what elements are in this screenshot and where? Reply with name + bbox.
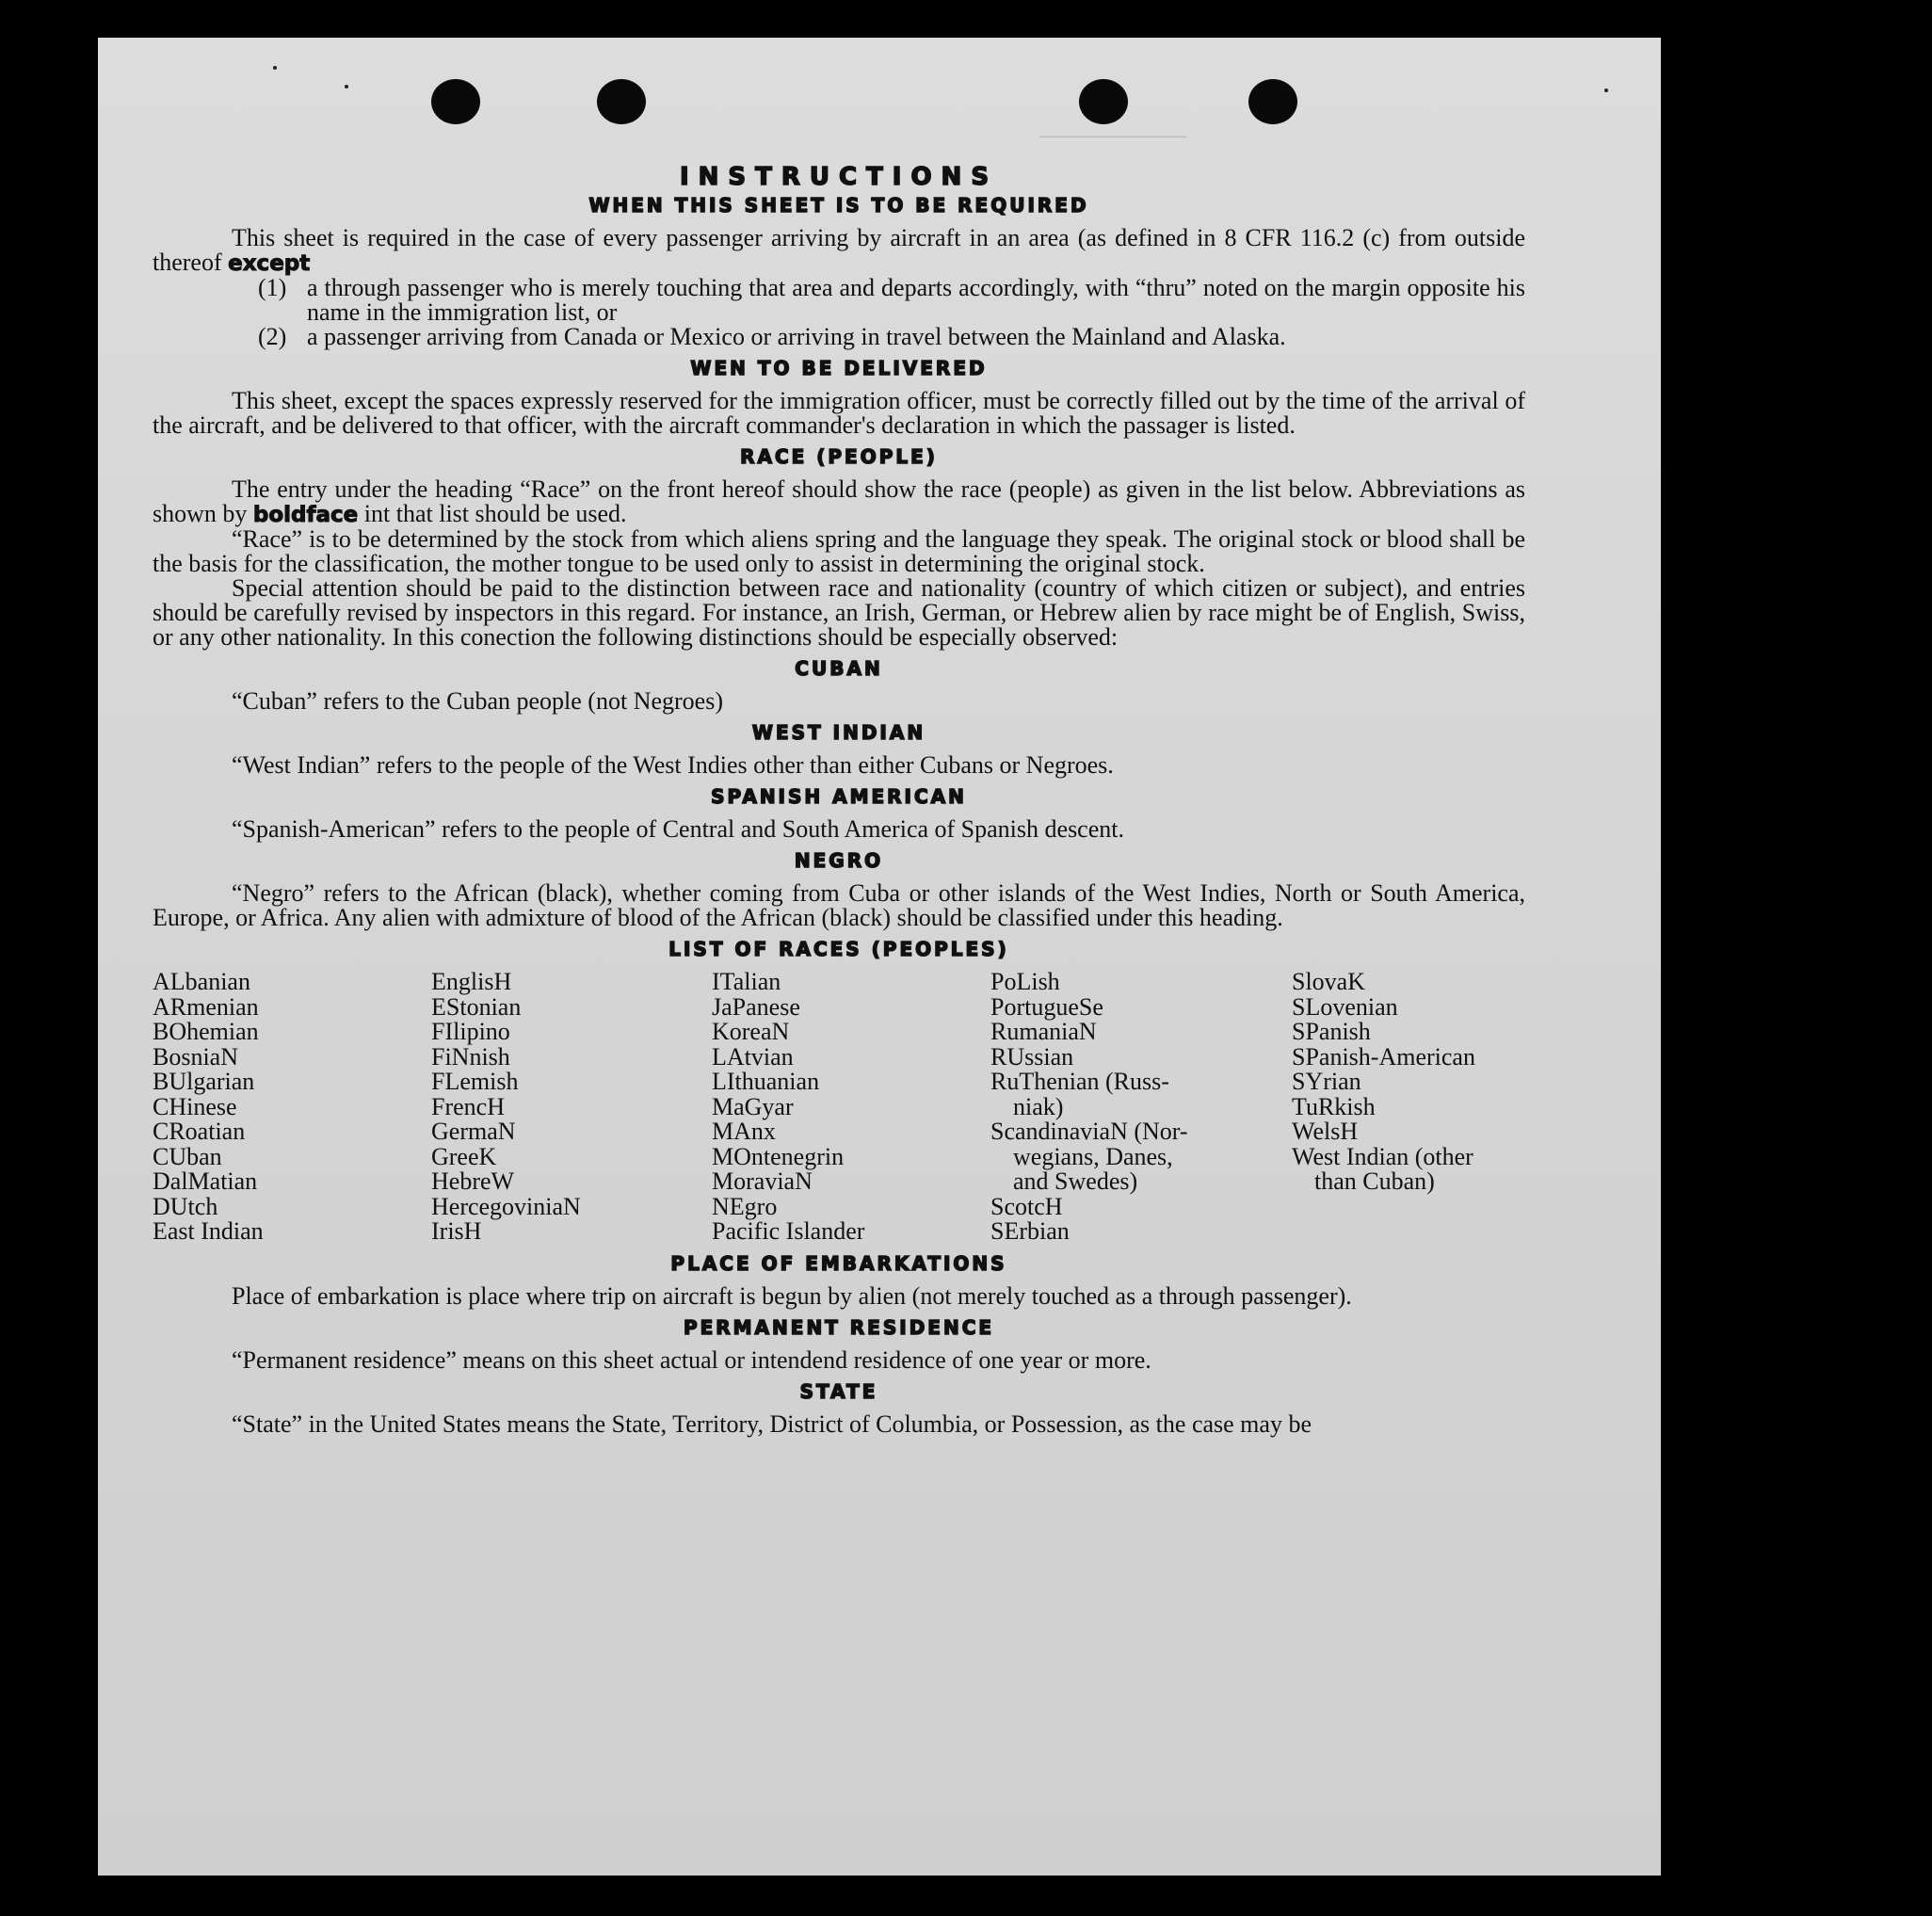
race-item: HercegoviniaN <box>431 1192 581 1220</box>
race-item: ARmenian <box>153 992 259 1021</box>
race-item: TuRkish <box>1292 1092 1376 1120</box>
punch-hole <box>597 79 646 124</box>
race-item: EStonian <box>431 992 522 1021</box>
race-item: ScandinaviaN (Nor- <box>990 1118 1188 1145</box>
race-item: LIthuanian <box>712 1068 820 1095</box>
item-text: a through passenger who is merely touching that area and departs accordingly, with “thru” noted on the margin opposite his name in the immigration list, or <box>307 274 1525 326</box>
race-item: GreeK <box>431 1142 497 1170</box>
heading-race: RACE (PEOPLE) <box>740 445 938 468</box>
list-item <box>258 325 1525 349</box>
races-column <box>990 970 1292 1245</box>
races-column <box>431 970 712 1245</box>
paragraph-race-1 <box>153 477 1525 527</box>
heading-permanent-residence: PERMANENT RESIDENCE <box>683 1315 995 1339</box>
race-item: RuThenian (Russ- <box>990 1068 1169 1095</box>
item-number: (1) <box>258 274 287 301</box>
paragraph-race-3: Special attention should be paid to the distinction between race and nationality (country of which citizen or subject), and entries should be carefully revised by inspectors in this regard. For instance, an Irish, German, or Hebrew alien by race might be of English, Swiss, or any other nationality. In this conection the following distinctions should be especially observed: <box>153 574 1525 651</box>
race-item: GermaN <box>431 1118 516 1145</box>
races-column <box>153 970 431 1245</box>
punch-hole <box>1079 79 1128 124</box>
races-column <box>1292 970 1525 1245</box>
race-item: SErbian <box>990 1217 1070 1245</box>
race-item: CHinese <box>153 1092 237 1120</box>
paragraph-permanent-residence: “Permanent residence” means on this sheet actual or intendend residence of one year or more. <box>232 1345 1151 1374</box>
paragraph-text: int that list should be used. <box>363 500 627 527</box>
heading-list-of-races: LIST OF RACES (PEOPLES) <box>668 938 1009 960</box>
race-item: RUssian <box>990 1042 1074 1071</box>
paragraph-race-2: “Race” is to be determined by the stock from which aliens spring and the language they speak. The original stock or blood shall be the basis for the classification, the mother tongue to be used only to assist in determining the original stock. <box>153 525 1525 577</box>
race-item: RumaniaN <box>990 1018 1097 1045</box>
punch-hole <box>431 79 480 124</box>
paragraph-text: This sheet is required in the case of every passenger arriving by aircraft in an area (as defined in 8 CFR 116.2 (c) from outside thereof <box>153 224 1525 276</box>
race-item: than Cuban) <box>1314 1167 1435 1195</box>
bold-word: except <box>228 251 311 276</box>
race-item: LAtvian <box>712 1042 794 1071</box>
speck <box>345 85 348 89</box>
item-number: (2) <box>258 323 287 350</box>
item-text: a passenger arriving from Canada or Mexico or arriving in travel between the Mainland and Alaska. <box>307 323 1286 350</box>
race-item: East Indian <box>153 1217 264 1245</box>
race-item: ALbanian <box>153 968 250 995</box>
race-item: JaPanese <box>712 992 800 1021</box>
instructions-body <box>153 163 1525 1438</box>
paragraph-cuban: “Cuban” refers to the Cuban people (not Negroes) <box>232 687 723 715</box>
paragraph-spanish-american: “Spanish-American” refers to the people of Central and South America of Spanish descent. <box>232 815 1124 843</box>
race-item: SlovaK <box>1292 968 1365 995</box>
page-title: INSTRUCTIONS <box>679 163 999 191</box>
heading-when-delivered: WEN TO BE DELIVERED <box>690 357 988 379</box>
speck <box>273 66 277 70</box>
race-item: ITalian <box>712 968 781 995</box>
race-item: HebreW <box>431 1167 515 1195</box>
paragraph-state: “State” in the United States means the State, Territory, District of Columbia, or Possession, as the case may be <box>232 1409 1312 1438</box>
document-page <box>98 38 1661 1876</box>
races-column <box>712 970 990 1245</box>
race-item: BosniaN <box>153 1042 238 1071</box>
paragraph-text: The entry under the heading “Race” on the front hereof should show the race (people) as given in the list below. Abbreviations as shown by <box>153 475 1525 527</box>
race-item: FIlipino <box>431 1018 510 1045</box>
punch-hole <box>1248 79 1297 124</box>
heading-embarkation: PLACE OF EMBARKATIONS <box>670 1251 1007 1275</box>
race-item: BUlgarian <box>153 1068 255 1095</box>
race-item: IrisH <box>431 1217 482 1245</box>
race-item: niak) <box>1013 1092 1064 1120</box>
race-item: FiNnish <box>431 1042 510 1071</box>
race-item: EnglisH <box>431 968 512 995</box>
race-item: West Indian (other <box>1292 1142 1473 1170</box>
paragraph-when-delivered: This sheet, except the spaces expressly reserved for the immigration officer, must be correctly filled out by the time of the arrival of the aircraft, and be delivered to that officer, with the aircraft commander's declaration in which the passager is listed. <box>153 387 1525 439</box>
heading-west-indian: WEST INDIAN <box>751 721 926 744</box>
heading-when-required: WHEN THIS SHEET IS TO BE REQUIRED <box>588 194 1089 217</box>
heading-spanish-american: SPANISH AMERICAN <box>711 785 967 808</box>
paragraph-west-indian: “West Indian” refers to the people of the West Indies other than either Cubans or Negroes. <box>232 751 1114 779</box>
race-item: MoraviaN <box>712 1167 813 1195</box>
heading-negro: NEGRO <box>794 849 884 872</box>
list-item <box>258 276 1525 325</box>
race-item: SYrian <box>1292 1068 1361 1095</box>
paragraph-negro: “Negro” refers to the African (black), whether coming from Cuba or other islands of the West Indies, North or South America, Europe, or Africa. Any alien with admixture of blood of the African (black) should be classified under this heading. <box>153 879 1525 931</box>
race-item: MaGyar <box>712 1092 794 1120</box>
heading-cuban: CUBAN <box>795 657 883 680</box>
race-item: CUban <box>153 1142 222 1170</box>
race-item: KoreaN <box>712 1018 790 1045</box>
race-item: Pacific Islander <box>712 1217 865 1245</box>
race-item: PoLish <box>990 968 1060 995</box>
race-item: PortugueSe <box>990 992 1103 1021</box>
race-item: SLovenian <box>1292 992 1398 1021</box>
race-item: BOhemian <box>153 1018 259 1045</box>
bold-word: boldface <box>252 503 359 527</box>
race-item: FLemish <box>431 1068 519 1095</box>
race-item: DalMatian <box>153 1167 258 1195</box>
race-item: CRoatian <box>153 1118 246 1145</box>
speck <box>1604 89 1608 92</box>
paragraph-when-required <box>153 226 1525 276</box>
race-item: SPanish <box>1292 1018 1371 1045</box>
race-item: MAnx <box>712 1118 776 1145</box>
race-item: and Swedes) <box>1013 1167 1138 1195</box>
race-item: ScotcH <box>990 1192 1063 1220</box>
race-item: wegians, Danes, <box>1013 1142 1173 1170</box>
bleed-through: ────────── <box>1039 124 1186 148</box>
race-item: DUtch <box>153 1192 218 1220</box>
race-item: NEgro <box>712 1192 778 1220</box>
race-item: MOntenegrin <box>712 1142 845 1170</box>
race-item: WelsH <box>1292 1118 1359 1145</box>
race-item: SPanish-American <box>1292 1042 1475 1071</box>
race-item: FrencH <box>431 1092 505 1120</box>
heading-state: STATE <box>799 1379 878 1403</box>
races-list <box>153 970 1525 1245</box>
paragraph-embarkation: Place of embarkation is place where trip on aircraft is begun by alien (not merely touched as a through passenger). <box>232 1281 1352 1310</box>
